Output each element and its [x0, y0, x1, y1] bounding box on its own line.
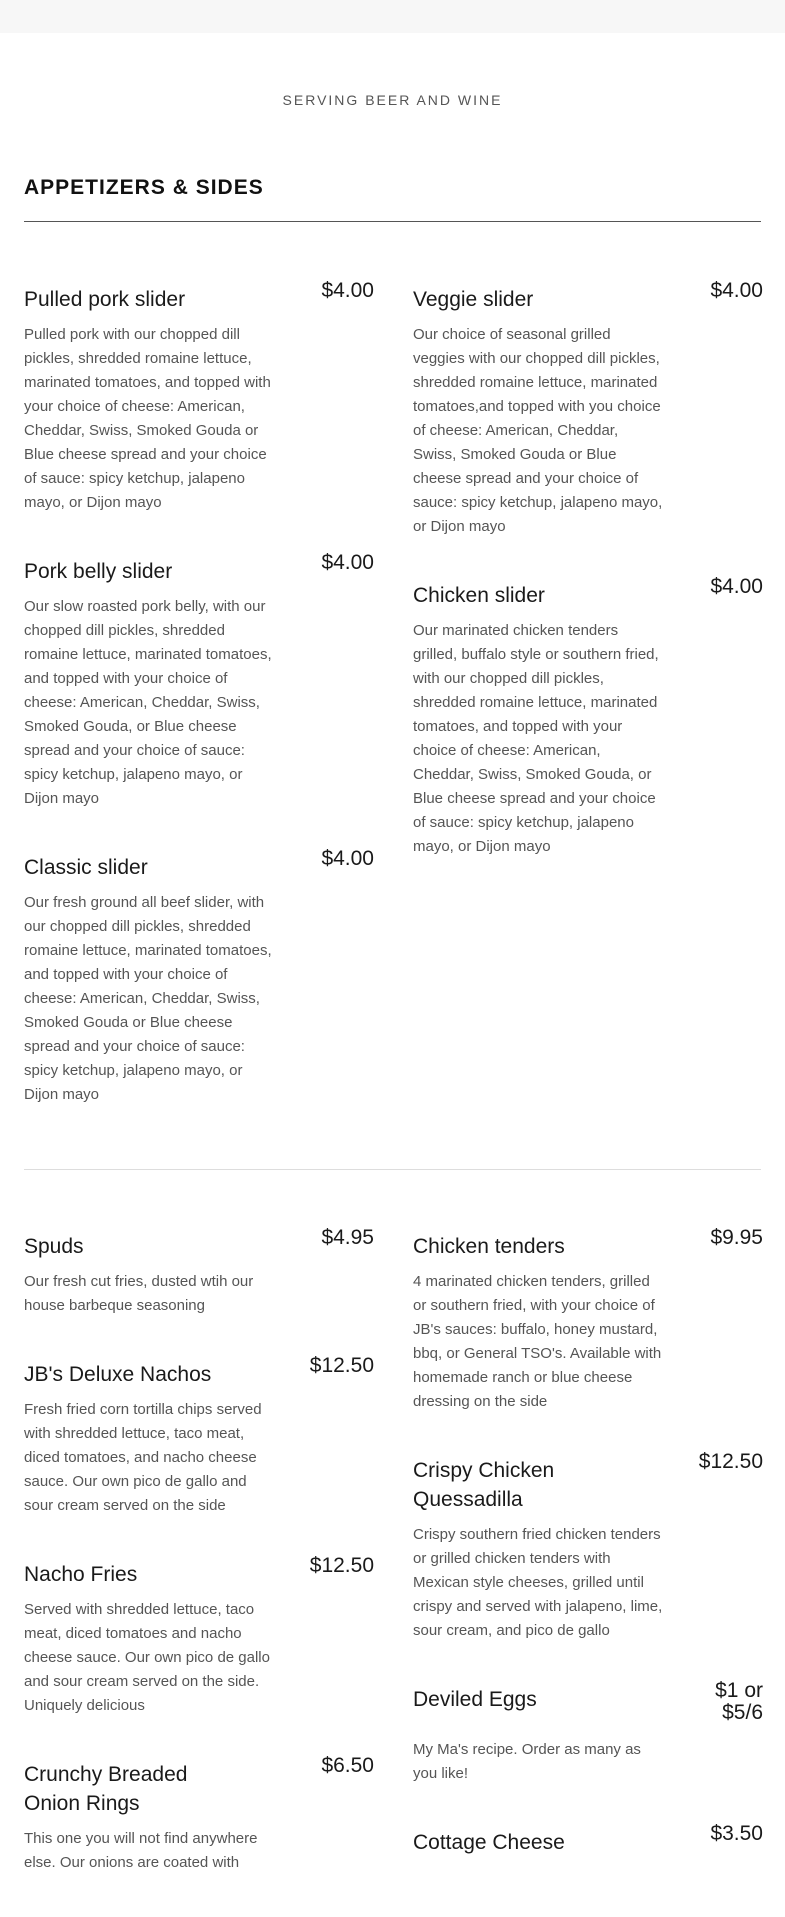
item-price: $4.00 [321, 847, 374, 870]
top-bar [0, 0, 785, 33]
item-name: Spuds [24, 1235, 84, 1258]
item-name: Cottage Cheese [413, 1831, 565, 1854]
section-title: APPETIZERS & SIDES [24, 176, 264, 199]
menu-item [413, 575, 763, 859]
item-description: My Ma's recipe. Order as many as you like! [413, 1741, 641, 1782]
item-price: $4.00 [710, 575, 763, 598]
menu-item [413, 1822, 763, 1857]
item-description: Served with shredded lettuce, taco meat, diced tomatoes and nacho cheese sauce. Our own pico de gallo and sour cream served on the side. Uniquely delicious [24, 1601, 270, 1714]
item-description: 4 marinated chicken tenders, grilled or southern fried, with your choice of JB's sauces: buffalo, honey mustard, bbq, or General TSO's. Available with homemade ranch or blue cheese dressing on the side [413, 1273, 662, 1410]
item-price: $12.50 [309, 1554, 374, 1577]
menu-item [413, 279, 763, 539]
item-description: Our fresh cut fries, dusted wtih our house barbeque seasoning [24, 1273, 254, 1314]
item-name: Nacho Fries [24, 1563, 138, 1586]
item-name: Veggie slider [413, 288, 534, 311]
item-description: This one you will not find anywhere else. Our onions are coated with [24, 1830, 258, 1871]
item-price: $12.50 [698, 1450, 763, 1473]
item-price: $9.95 [710, 1226, 763, 1249]
sliders-right-column [413, 279, 763, 901]
menu-item [413, 1679, 763, 1786]
item-price: $4.00 [321, 551, 374, 574]
tagline: SERVING BEER AND WINE [282, 92, 503, 108]
menu-item [413, 1226, 763, 1414]
item-name: Crispy Chicken Quessadilla [413, 1459, 555, 1511]
item-price: $4.00 [710, 279, 763, 302]
menu-item [24, 1354, 374, 1518]
menu-item [24, 847, 374, 1107]
item-price: $4.00 [321, 279, 374, 302]
sides-right-column [413, 1226, 763, 1899]
item-description: Our slow roasted pork belly, with our chopped dill pickles, shredded romaine lettuce, marinated tomatoes, and topped with your choice of cheese: American, Cheddar, Swiss, Smoked Gouda, or Blue cheese spread and your choice of sauce: spicy ketchup, jalapeno mayo, or Dijon mayo [24, 598, 272, 807]
item-description: Crispy southern fried chicken tenders or grilled chicken tenders with Mexican style cheeses, grilled until crispy and served with jalapeno, lime, sour cream, and pico de gallo [413, 1526, 663, 1639]
menu-item [24, 551, 374, 811]
item-name: Classic slider [24, 856, 148, 879]
item-price: $12.50 [309, 1354, 374, 1377]
item-price: $6.50 [321, 1754, 374, 1777]
item-name: Chicken tenders [413, 1235, 565, 1258]
item-description: Our fresh ground all beef slider, with our chopped dill pickles, shredded romaine lettuce, marinated tomatoes, and topped with your choice of cheese: American, Cheddar, Swiss, Smoked Gouda or Blue cheese spread and your choice of sauce: spicy ketchup, jalapeno mayo, or Dijon mayo [24, 894, 272, 1103]
item-name: Chicken slider [413, 584, 545, 607]
item-description: Pulled pork with our chopped dill pickles, shredded romaine lettuce, marinated tomatoes, and topped with your choice of cheese: American, Cheddar, Swiss, Smoked Gouda or Blue cheese spread and your choice of sauce: spicy ketchup, jalapeno mayo, or Dijon mayo [24, 326, 271, 511]
item-name: Deviled Eggs [413, 1688, 537, 1711]
menu-item [413, 1450, 763, 1643]
item-description: Our choice of seasonal grilled veggies with our chopped dill pickles, shredded romaine lettuce, marinated tomatoes,and topped with you choice of cheese: American, Cheddar, Swiss, Smoked Gouda or Blue cheese spread and your choice of sauce: spicy ketchup, jalapeno mayo, or Dijon mayo [413, 326, 663, 535]
menu-item [24, 279, 374, 515]
section-divider [24, 221, 761, 222]
item-name: Pulled pork slider [24, 288, 186, 311]
item-price: $1 or $5/6 [715, 1679, 763, 1724]
item-name: Crunchy Breaded Onion Rings [24, 1763, 188, 1815]
item-name: Pork belly slider [24, 560, 173, 583]
menu-item [24, 1754, 374, 1875]
item-description: Fresh fried corn tortilla chips served with shredded lettuce, taco meat, diced tomatoes, and nacho cheese sauce. Our own pico de gallo and sour cream served on the side [24, 1401, 262, 1514]
sliders-left-column [24, 279, 374, 1149]
item-description: Our marinated chicken tenders grilled, buffalo style or southern fried, with our chopped dill pickles, shredded romaine lettuce, marinated tomatoes, and topped with your choice of cheese: American, Cheddar, Swiss, Smoked Gouda, or Blue cheese spread and your choice of sauce: spicy ketchup, jalapeno mayo, or Dijon mayo [413, 622, 659, 855]
block-divider [24, 1169, 761, 1170]
sides-left-column [24, 1226, 374, 1917]
menu-item [24, 1226, 374, 1318]
item-name: JB's Deluxe Nachos [24, 1363, 212, 1386]
item-price: $3.50 [710, 1822, 763, 1845]
item-price: $4.95 [321, 1226, 374, 1249]
menu-item [24, 1554, 374, 1718]
